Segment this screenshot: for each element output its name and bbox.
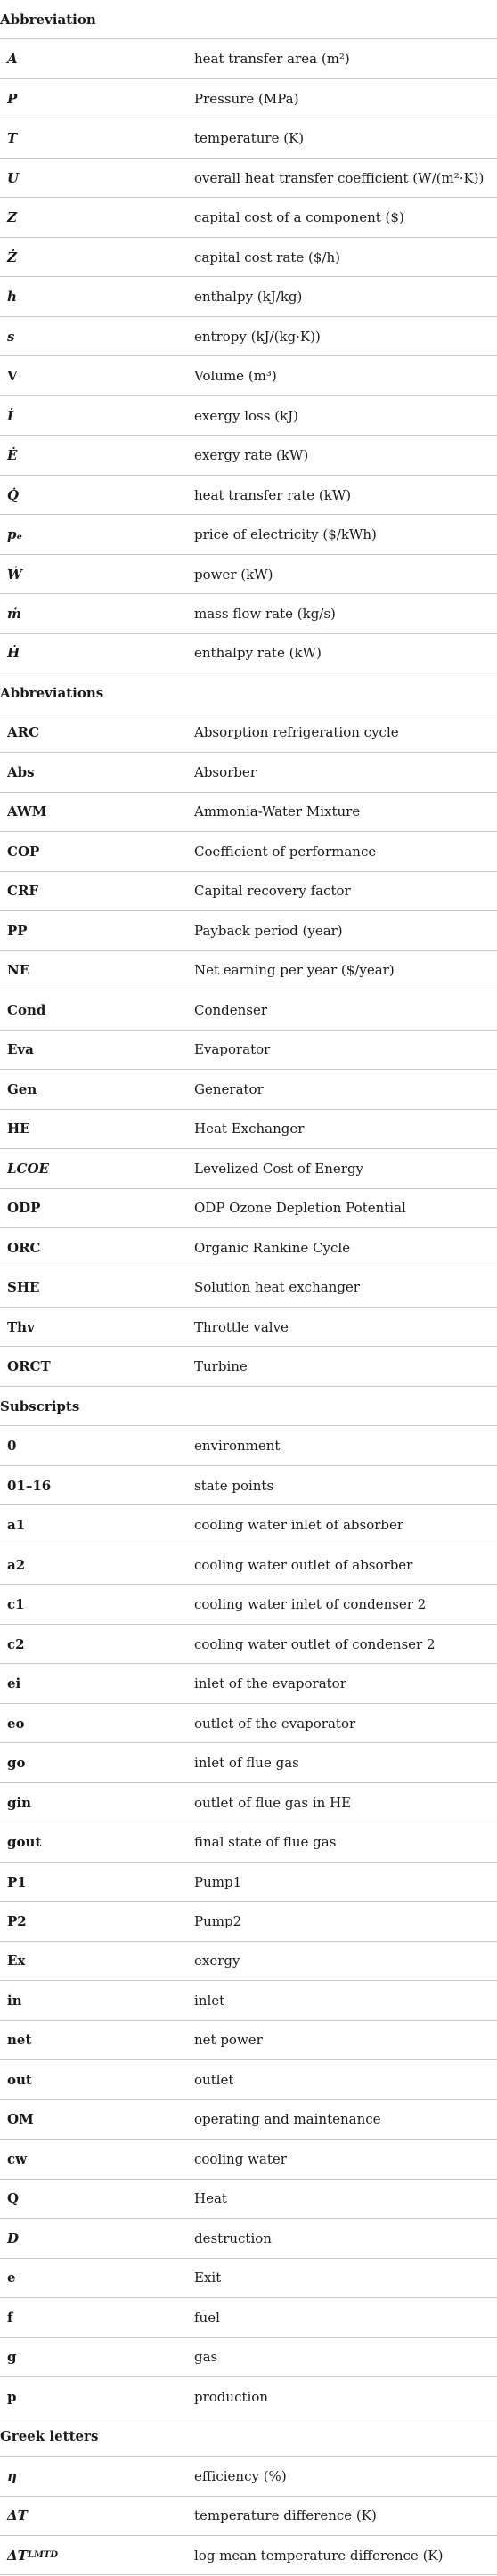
- symbol-cell: NE: [7, 962, 30, 979]
- symbol-cell: cw: [7, 2150, 28, 2167]
- symbol-cell: g: [7, 2349, 17, 2366]
- description-cell: enthalpy rate (kW): [194, 645, 322, 662]
- symbol-cell: Gen: [7, 1080, 37, 1097]
- description-cell: power (kW): [194, 566, 273, 583]
- description-cell: overall heat transfer coefficient (W/(m²·K)): [194, 169, 485, 186]
- symbol-cell: s: [7, 328, 15, 345]
- description-cell: cooling water: [194, 2150, 287, 2167]
- symbol-cell: CRF: [7, 883, 39, 900]
- table-row: [0, 1783, 497, 1822]
- symbol-cell: P2: [7, 1912, 27, 1929]
- symbol-cell: U: [7, 169, 20, 186]
- description-cell: Turbine: [194, 1358, 248, 1375]
- symbol-cell: e: [7, 2270, 16, 2287]
- description-cell: operating and maintenance: [194, 2111, 381, 2128]
- table-row: [0, 1942, 497, 1981]
- table-row: [0, 872, 497, 911]
- table-row: [0, 713, 497, 753]
- description-cell: cooling water inlet of absorber: [194, 1517, 404, 1534]
- table-row: [0, 793, 497, 832]
- description-cell: Pressure (MPa): [194, 90, 299, 107]
- description-cell: enthalpy (kJ/kg): [194, 289, 303, 306]
- description-cell: log mean temperature difference (K): [194, 2547, 444, 2564]
- table-row: [0, 1505, 497, 1545]
- table-row: [0, 79, 497, 118]
- table-row: [0, 1347, 497, 1386]
- symbol-cell: Ex: [7, 1952, 26, 1969]
- symbol-cell: Cond: [7, 1001, 46, 1018]
- symbol-cell: Q̇: [7, 486, 20, 503]
- description-cell: Generator: [194, 1080, 264, 1097]
- symbol-cell: Z: [7, 209, 17, 226]
- section-header: [0, 0, 497, 39]
- description-cell: inlet: [194, 1992, 225, 2009]
- symbol-cell: ORCT: [7, 1358, 51, 1375]
- table-row: [0, 277, 497, 316]
- table-row: [0, 990, 497, 1030]
- section-title: Abbreviations: [0, 684, 104, 701]
- table-row: [0, 1625, 497, 1664]
- table-row: [0, 1110, 497, 1149]
- description-cell: Solution heat exchanger: [194, 1279, 360, 1296]
- table-row: [0, 1704, 497, 1743]
- section-title: Abbreviation: [0, 11, 96, 28]
- symbol-cell: Q: [7, 2190, 20, 2207]
- symbol-cell: ΔT: [7, 2507, 28, 2524]
- table-row: [0, 1664, 497, 1703]
- description-cell: mass flow rate (kg/s): [194, 606, 336, 622]
- table-row: [0, 1822, 497, 1862]
- description-cell: cooling water outlet of condenser 2: [194, 1635, 436, 1652]
- table-row: [0, 911, 497, 950]
- description-cell: inlet of flue gas: [194, 1755, 299, 1772]
- symbol-cell: p: [7, 2388, 17, 2405]
- table-row: [0, 2259, 497, 2298]
- table-row: [0, 2021, 497, 2060]
- symbol-cell: V: [7, 368, 18, 385]
- section-header: [0, 673, 497, 713]
- table-row: [0, 118, 497, 158]
- symbol-cell: İ: [7, 407, 14, 424]
- symbol-cell: OM: [7, 2111, 34, 2128]
- description-cell: Heat Exchanger: [194, 1121, 305, 1137]
- description-cell: Heat: [194, 2190, 227, 2207]
- description-cell: efficiency (%): [194, 2467, 287, 2484]
- description-cell: outlet of flue gas in HE: [194, 1794, 352, 1811]
- table-row: [0, 1545, 497, 1585]
- symbol-cell: Abs: [7, 763, 35, 780]
- description-cell: temperature difference (K): [194, 2507, 377, 2524]
- description-cell: Pump2: [194, 1912, 242, 1929]
- description-cell: outlet: [194, 2071, 234, 2088]
- symbol-cell: out: [7, 2071, 32, 2088]
- symbol-cell: ṁ: [7, 606, 21, 622]
- description-cell: fuel: [194, 2309, 220, 2326]
- description-cell: capital cost rate ($/h): [194, 249, 340, 265]
- table-row: [0, 396, 497, 436]
- table-row: [0, 39, 497, 78]
- description-cell: outlet of the evaporator: [194, 1715, 356, 1732]
- description-cell: destruction: [194, 2230, 272, 2246]
- symbol-cell: A: [7, 51, 18, 68]
- description-cell: Ammonia-Water Mixture: [194, 803, 361, 820]
- symbol-cell: h: [7, 289, 17, 306]
- description-cell: Net earning per year ($/year): [194, 962, 395, 979]
- description-cell: Volume (m³): [194, 368, 277, 385]
- section-title: Subscripts: [0, 1398, 80, 1414]
- table-row: [0, 594, 497, 633]
- symbol-cell: c1: [7, 1596, 25, 1613]
- description-cell: Pump1: [194, 1873, 242, 1890]
- symbol-cell: ORC: [7, 1239, 41, 1256]
- symbol-cell: gin: [7, 1794, 32, 1811]
- symbol-cell: a2: [7, 1556, 26, 1573]
- table-row: [0, 515, 497, 554]
- symbol-cell: f: [7, 2309, 13, 2326]
- table-row: [0, 1863, 497, 1902]
- table-row: [0, 832, 497, 871]
- symbol-cell: η: [7, 2467, 17, 2484]
- symbol-cell: go: [7, 1755, 26, 1772]
- table-row: [0, 2219, 497, 2258]
- table-row: [0, 1981, 497, 2020]
- table-row: [0, 1268, 497, 1308]
- description-cell: inlet of the evaporator: [194, 1675, 346, 1692]
- symbol-cell: Ḣ: [7, 645, 20, 662]
- symbol-cell: c2: [7, 1635, 25, 1652]
- symbol-cell: gout: [7, 1834, 42, 1851]
- symbol-cell: LCOE: [7, 1160, 49, 1177]
- symbol-cell: COP: [7, 843, 40, 860]
- description-cell: final state of flue gas: [194, 1834, 337, 1851]
- table-row: [0, 2338, 497, 2377]
- symbol-cell: ARC: [7, 724, 40, 741]
- table-row: [0, 2377, 497, 2417]
- symbol-cell: T: [7, 130, 18, 147]
- description-cell: Absorption refrigeration cycle: [194, 724, 399, 741]
- table-row: [0, 1308, 497, 1347]
- table-row: [0, 753, 497, 792]
- table-row: [0, 198, 497, 237]
- table-row: [0, 1031, 497, 1070]
- section-header: [0, 2417, 497, 2457]
- description-cell: Capital recovery factor: [194, 883, 351, 900]
- description-cell: capital cost of a component ($): [194, 209, 404, 226]
- table-row: [0, 159, 497, 198]
- symbol-cell: P1: [7, 1873, 27, 1890]
- description-cell: cooling water inlet of condenser 2: [194, 1596, 427, 1613]
- symbol-cell: eo: [7, 1715, 25, 1732]
- table-row: [0, 1902, 497, 1941]
- symbol-cell: ei: [7, 1675, 21, 1692]
- table-row: [0, 555, 497, 594]
- symbol-cell: a1: [7, 1517, 26, 1534]
- table-row: [0, 1743, 497, 1782]
- table-row: [0, 317, 497, 356]
- section-title: Greek letters: [0, 2428, 99, 2445]
- description-cell: production: [194, 2388, 268, 2405]
- table-row: [0, 2457, 497, 2496]
- symbol-cell: net: [7, 2032, 32, 2049]
- symbol-cell: Ė: [7, 447, 18, 464]
- table-row: [0, 1189, 497, 1228]
- table-row: [0, 2180, 497, 2219]
- symbol-cell: SHE: [7, 1279, 40, 1296]
- table-row: [0, 1585, 497, 1624]
- table-row: [0, 2298, 497, 2337]
- symbol-cell: ODP: [7, 1200, 41, 1217]
- description-cell: Organic Rankine Cycle: [194, 1239, 351, 1256]
- description-cell: exergy rate (kW): [194, 447, 309, 464]
- symbol-cell: AWM: [7, 803, 47, 820]
- table-row: [0, 951, 497, 990]
- table-row: [0, 476, 497, 515]
- description-cell: temperature (K): [194, 130, 305, 147]
- description-cell: gas: [194, 2349, 218, 2366]
- description-cell: net power: [194, 2032, 263, 2049]
- description-cell: ODP Ozone Depletion Potential: [194, 1200, 406, 1217]
- description-cell: exergy loss (kJ): [194, 407, 299, 424]
- description-cell: heat transfer rate (kW): [194, 486, 352, 503]
- description-cell: price of electricity ($/kWh): [194, 526, 377, 543]
- symbol-cell: 0: [7, 1438, 17, 1455]
- table-row: [0, 356, 497, 395]
- description-cell: exergy: [194, 1952, 240, 1969]
- symbol-cell: Ẇ: [7, 566, 22, 583]
- symbol-cell: pₑ: [7, 526, 23, 543]
- table-row: [0, 2060, 497, 2099]
- description-cell: Payback period (year): [194, 922, 343, 939]
- description-cell: Absorber: [194, 763, 257, 780]
- symbol-cell: D: [7, 2230, 20, 2246]
- table-row: [0, 2497, 497, 2536]
- table-row: [0, 238, 497, 277]
- description-cell: Evaporator: [194, 1041, 271, 1058]
- symbol-cell: ΔT LMTD: [7, 2547, 59, 2564]
- description-cell: Coefficient of performance: [194, 843, 377, 860]
- description-cell: Levelized Cost of Energy: [194, 1160, 364, 1177]
- table-row: [0, 1228, 497, 1268]
- symbol-cell: HE: [7, 1121, 30, 1137]
- description-cell: Exit: [194, 2270, 222, 2287]
- description-cell: cooling water outlet of absorber: [194, 1556, 413, 1573]
- symbol-cell: in: [7, 1992, 22, 2009]
- table-row: [0, 1149, 497, 1188]
- description-cell: Condenser: [194, 1001, 268, 1018]
- table-row: [0, 2536, 497, 2575]
- table-row: [0, 436, 497, 475]
- table-row: [0, 1426, 497, 1465]
- table-row: [0, 634, 497, 673]
- description-cell: Throttle valve: [194, 1318, 289, 1335]
- symbol-cell: P: [7, 90, 18, 107]
- description-cell: heat transfer area (m²): [194, 51, 350, 68]
- symbol-cell: Ż: [7, 249, 17, 265]
- symbol-cell: 01–16: [7, 1477, 52, 1494]
- table-row: [0, 1466, 497, 1505]
- symbol-cell: Thv: [7, 1318, 35, 1335]
- section-header: [0, 1387, 497, 1426]
- description-cell: state points: [194, 1477, 274, 1494]
- symbol-cell: PP: [7, 922, 28, 939]
- description-cell: environment: [194, 1438, 281, 1455]
- table-row: [0, 2140, 497, 2179]
- description-cell: entropy (kJ/(kg·K)): [194, 328, 321, 345]
- symbol-cell: Eva: [7, 1041, 34, 1058]
- table-row: [0, 2100, 497, 2140]
- table-row: [0, 1070, 497, 1109]
